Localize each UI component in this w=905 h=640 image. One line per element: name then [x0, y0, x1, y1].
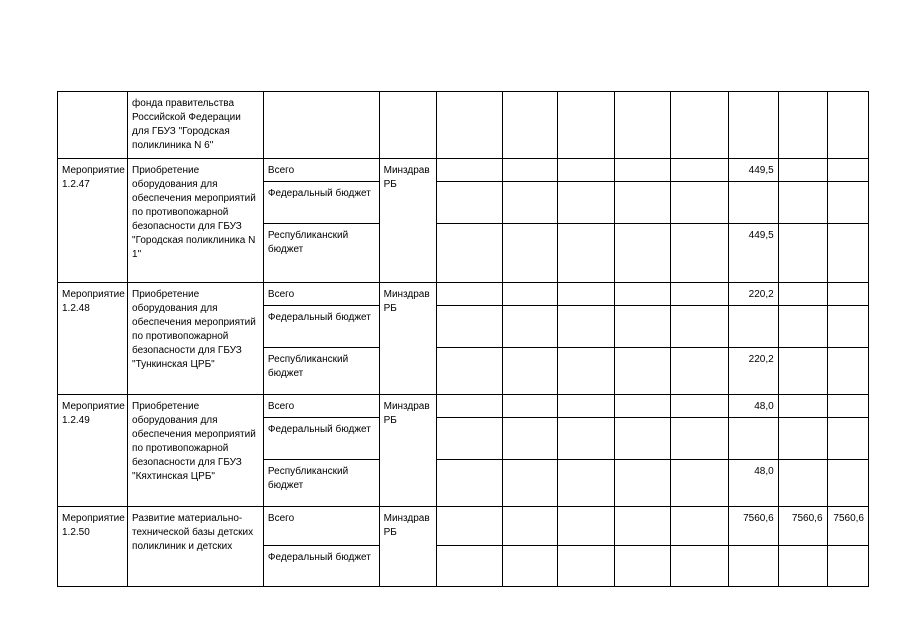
value-cell: [827, 418, 868, 460]
executor-cell: Минздрав РБ: [379, 283, 436, 395]
measure-code-cell: Мероприятие 1.2.48: [58, 283, 128, 395]
value-cell: 48,0: [728, 395, 778, 418]
value-cell: [502, 507, 557, 546]
value-cell: [671, 182, 728, 224]
value-cell: [436, 395, 502, 418]
value-cell: [827, 348, 868, 395]
value-cell: 220,2: [728, 348, 778, 395]
value-cell: [671, 418, 728, 460]
value-cell: [502, 182, 557, 224]
source-cell: Всего: [263, 395, 379, 418]
value-cell: [557, 348, 614, 395]
value-cell: [728, 306, 778, 348]
table-row: [58, 507, 869, 546]
measure-name-cell: Приобретение оборудования для обеспечения мероприятий по противопожарной безопасности для ГБУЗ "Тункинская ЦРБ": [128, 283, 264, 395]
source-cell: Федеральный бюджет: [263, 546, 379, 587]
value-cell: 220,2: [728, 283, 778, 306]
value-cell: [671, 283, 728, 306]
value-cell: [778, 92, 827, 159]
value-cell: [502, 395, 557, 418]
measure-code-cell: Мероприятие 1.2.49: [58, 395, 128, 507]
value-cell: [502, 306, 557, 348]
value-cell: [557, 546, 614, 587]
executor-cell: Минздрав РБ: [379, 159, 436, 283]
value-cell: [778, 395, 827, 418]
value-cell: [436, 283, 502, 306]
value-cell: 7560,6: [728, 507, 778, 546]
value-cell: [671, 395, 728, 418]
value-cell: [615, 159, 671, 182]
value-cell: [615, 546, 671, 587]
source-cell: Республиканский бюджет: [263, 224, 379, 283]
measure-code-cell: Мероприятие 1.2.50: [58, 507, 128, 587]
value-cell: [557, 283, 614, 306]
value-cell: [778, 283, 827, 306]
value-cell: [557, 224, 614, 283]
value-cell: 48,0: [728, 460, 778, 507]
executor-cell: Минздрав РБ: [379, 507, 436, 587]
value-cell: [778, 159, 827, 182]
value-cell: [615, 418, 671, 460]
executor-cell: Минздрав РБ: [379, 395, 436, 507]
table-row: [58, 159, 869, 182]
value-cell: [827, 546, 868, 587]
value-cell: [502, 159, 557, 182]
source-cell: Федеральный бюджет: [263, 418, 379, 460]
value-cell: [615, 182, 671, 224]
measure-code-cell: Мероприятие 1.2.47: [58, 159, 128, 283]
value-cell: [778, 182, 827, 224]
value-cell: [728, 546, 778, 587]
value-cell: [671, 507, 728, 546]
value-cell: [778, 460, 827, 507]
value-cell: [557, 395, 614, 418]
value-cell: 449,5: [728, 159, 778, 182]
value-cell: [778, 306, 827, 348]
value-cell: [615, 348, 671, 395]
value-cell: [502, 418, 557, 460]
value-cell: [615, 395, 671, 418]
value-cell: [615, 306, 671, 348]
value-cell: [502, 348, 557, 395]
source-cell: Республиканский бюджет: [263, 348, 379, 395]
value-cell: [436, 460, 502, 507]
value-cell: [557, 306, 614, 348]
value-cell: [557, 159, 614, 182]
value-cell: [728, 182, 778, 224]
value-cell: [502, 460, 557, 507]
value-cell: [557, 507, 614, 546]
value-cell: [557, 460, 614, 507]
source-cell: [263, 92, 379, 159]
value-cell: 7560,6: [778, 507, 827, 546]
table-row: [58, 92, 869, 159]
value-cell: [728, 418, 778, 460]
value-cell: [778, 546, 827, 587]
measure-name-cell: Приобретение оборудования для обеспечения мероприятий по противопожарной безопасности для ГБУЗ "Городская поликлиника N 1": [128, 159, 264, 283]
measure-name-cell: фонда правительства Российской Федерации для ГБУЗ "Городская поликлиника N 6": [128, 92, 264, 159]
source-cell: Республиканский бюджет: [263, 460, 379, 507]
value-cell: [615, 224, 671, 283]
value-cell: [728, 92, 778, 159]
value-cell: [827, 224, 868, 283]
value-cell: [671, 306, 728, 348]
value-cell: [436, 546, 502, 587]
value-cell: [502, 283, 557, 306]
value-cell: [827, 182, 868, 224]
value-cell: [778, 224, 827, 283]
value-cell: [436, 92, 502, 159]
value-cell: [778, 348, 827, 395]
value-cell: [671, 224, 728, 283]
value-cell: [827, 92, 868, 159]
measure-name-cell: Приобретение оборудования для обеспечения мероприятий по противопожарной безопасности для ГБУЗ "Кяхтинская ЦРБ": [128, 395, 264, 507]
budget-table: [57, 91, 869, 587]
value-cell: [436, 306, 502, 348]
value-cell: [615, 507, 671, 546]
value-cell: [671, 159, 728, 182]
value-cell: [436, 507, 502, 546]
source-cell: Федеральный бюджет: [263, 306, 379, 348]
value-cell: [827, 159, 868, 182]
value-cell: [436, 418, 502, 460]
value-cell: [827, 460, 868, 507]
value-cell: [827, 395, 868, 418]
value-cell: [671, 546, 728, 587]
value-cell: [615, 460, 671, 507]
value-cell: 449,5: [728, 224, 778, 283]
value-cell: [615, 92, 671, 159]
executor-cell: [379, 92, 436, 159]
value-cell: [778, 418, 827, 460]
value-cell: [827, 283, 868, 306]
value-cell: [671, 348, 728, 395]
source-cell: Всего: [263, 507, 379, 546]
value-cell: [436, 224, 502, 283]
source-cell: Всего: [263, 159, 379, 182]
value-cell: [502, 546, 557, 587]
value-cell: [557, 92, 614, 159]
value-cell: [557, 418, 614, 460]
value-cell: [502, 92, 557, 159]
value-cell: [671, 92, 728, 159]
value-cell: [827, 306, 868, 348]
code-cell: [58, 92, 128, 159]
measure-name-cell: Развитие материально-технической базы детских поликлиник и детских: [128, 507, 264, 587]
value-cell: 7560,6: [827, 507, 868, 546]
table-row: [58, 283, 869, 306]
value-cell: [436, 159, 502, 182]
value-cell: [436, 182, 502, 224]
source-cell: Всего: [263, 283, 379, 306]
table-row: [58, 395, 869, 418]
value-cell: [557, 182, 614, 224]
source-cell: Федеральный бюджет: [263, 182, 379, 224]
value-cell: [615, 283, 671, 306]
value-cell: [436, 348, 502, 395]
value-cell: [502, 224, 557, 283]
value-cell: [671, 460, 728, 507]
